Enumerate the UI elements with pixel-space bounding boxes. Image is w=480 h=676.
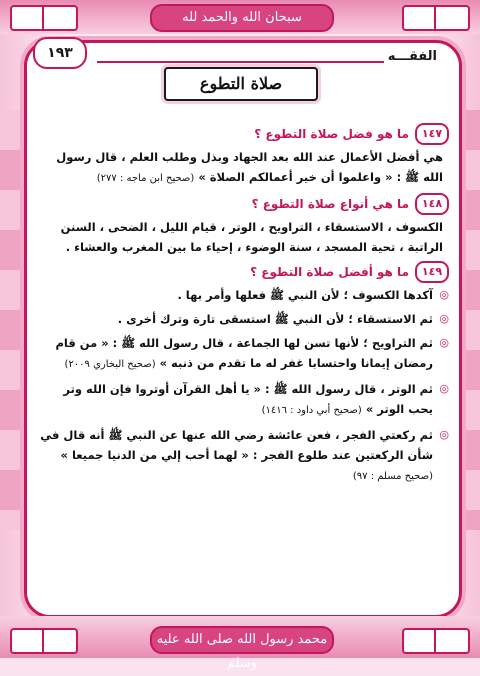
answer-text: الكسوف ، الاستسقاء ، التراويح ، الوتر ، قيام الليل ، الضحى ، السنن الراتبة ، تحية المسجد ، سنة الوضوء ، إحياء ما بين المغرب والعشاء . <box>60 220 443 254</box>
question-number: ١٤٩ <box>415 261 449 283</box>
book-icon <box>402 5 470 31</box>
citation: (صحيح البخاري ٢٠٠٩) <box>64 359 156 370</box>
question-text: ما هو أفضل صلاة التطوع ؟ <box>250 265 409 279</box>
question-heading <box>39 193 449 215</box>
book-icon <box>10 5 78 31</box>
page-title: صلاة التطوع <box>164 67 318 101</box>
answer-text: هي أفضل الأعمال عند الله بعد الجهاد وبذل وطلب العلم ، قال رسول الله ﷺ : « واعلموا أن خير أعمالكم الصلاة » (صحيح ابن ماجه : ٢٧٧) <box>56 150 443 184</box>
list-item: ◎ ثم ركعتي الفجر ، فعن عائشة رضي الله عنها عن النبي ﷺ أنه قال في شأن الركعتين عند طلوع الفجر : « لهما أحب إلي من الدنيا جميعا » (صحيح مسلم : ٩٧) <box>39 425 449 487</box>
bottom-banner-text: محمد رسول الله صلى الله عليه وسلم <box>150 626 334 654</box>
decorative-border-left <box>0 110 22 530</box>
list-item: ◎ ثم التراويح ؛ لأنها تسن لها الجماعة ، قال رسول الله ﷺ : « من قام رمضان إيمانا واحتسابا غفر له ما تقدم من ذنبه » (صحيح البخاري ٢٠٠٩) <box>39 333 449 375</box>
chapter-title: الفقـــه <box>384 49 441 64</box>
citation: (صحيح ابن ماجه : ٢٧٧) <box>96 173 195 184</box>
top-banner <box>0 0 480 34</box>
page-number: ١٩٣ <box>33 37 87 69</box>
content <box>39 119 449 491</box>
header-divider <box>97 61 389 63</box>
top-banner-text: سبحان الله والحمد لله <box>150 4 334 32</box>
list-item: ◎ آكدها الكسوف ؛ لأن النبي ﷺ فعلها وأمر بها . <box>39 285 449 305</box>
content-frame <box>24 40 462 618</box>
question-text: ما هو فضل صلاة التطوع ؟ <box>254 127 409 141</box>
answer-list <box>39 285 449 487</box>
question-text: ما هي أنواع صلاة التطوع ؟ <box>251 197 409 211</box>
question-number: ١٤٧ <box>415 123 449 145</box>
question-heading <box>39 261 449 283</box>
bottom-banner <box>0 616 480 671</box>
question-number: ١٤٨ <box>415 193 449 215</box>
book-icon <box>10 628 78 654</box>
question-heading <box>39 123 449 145</box>
citation: (صحيح مسلم : ٩٧) <box>352 471 433 482</box>
list-item: ◎ ثم الاستسقاء ؛ لأن النبي ﷺ استسقى تارة وترك أخرى . <box>39 309 449 329</box>
citation: (صحيح أبي داود : ١٤١٦) <box>261 405 362 416</box>
book-icon <box>402 628 470 654</box>
list-item: ◎ ثم الوتر ، قال رسول الله ﷺ : « يا أهل القرآن أوتروا فإن الله وتر يحب الوتر » (صحيح أبي داود : ١٤١٦) <box>39 379 449 421</box>
